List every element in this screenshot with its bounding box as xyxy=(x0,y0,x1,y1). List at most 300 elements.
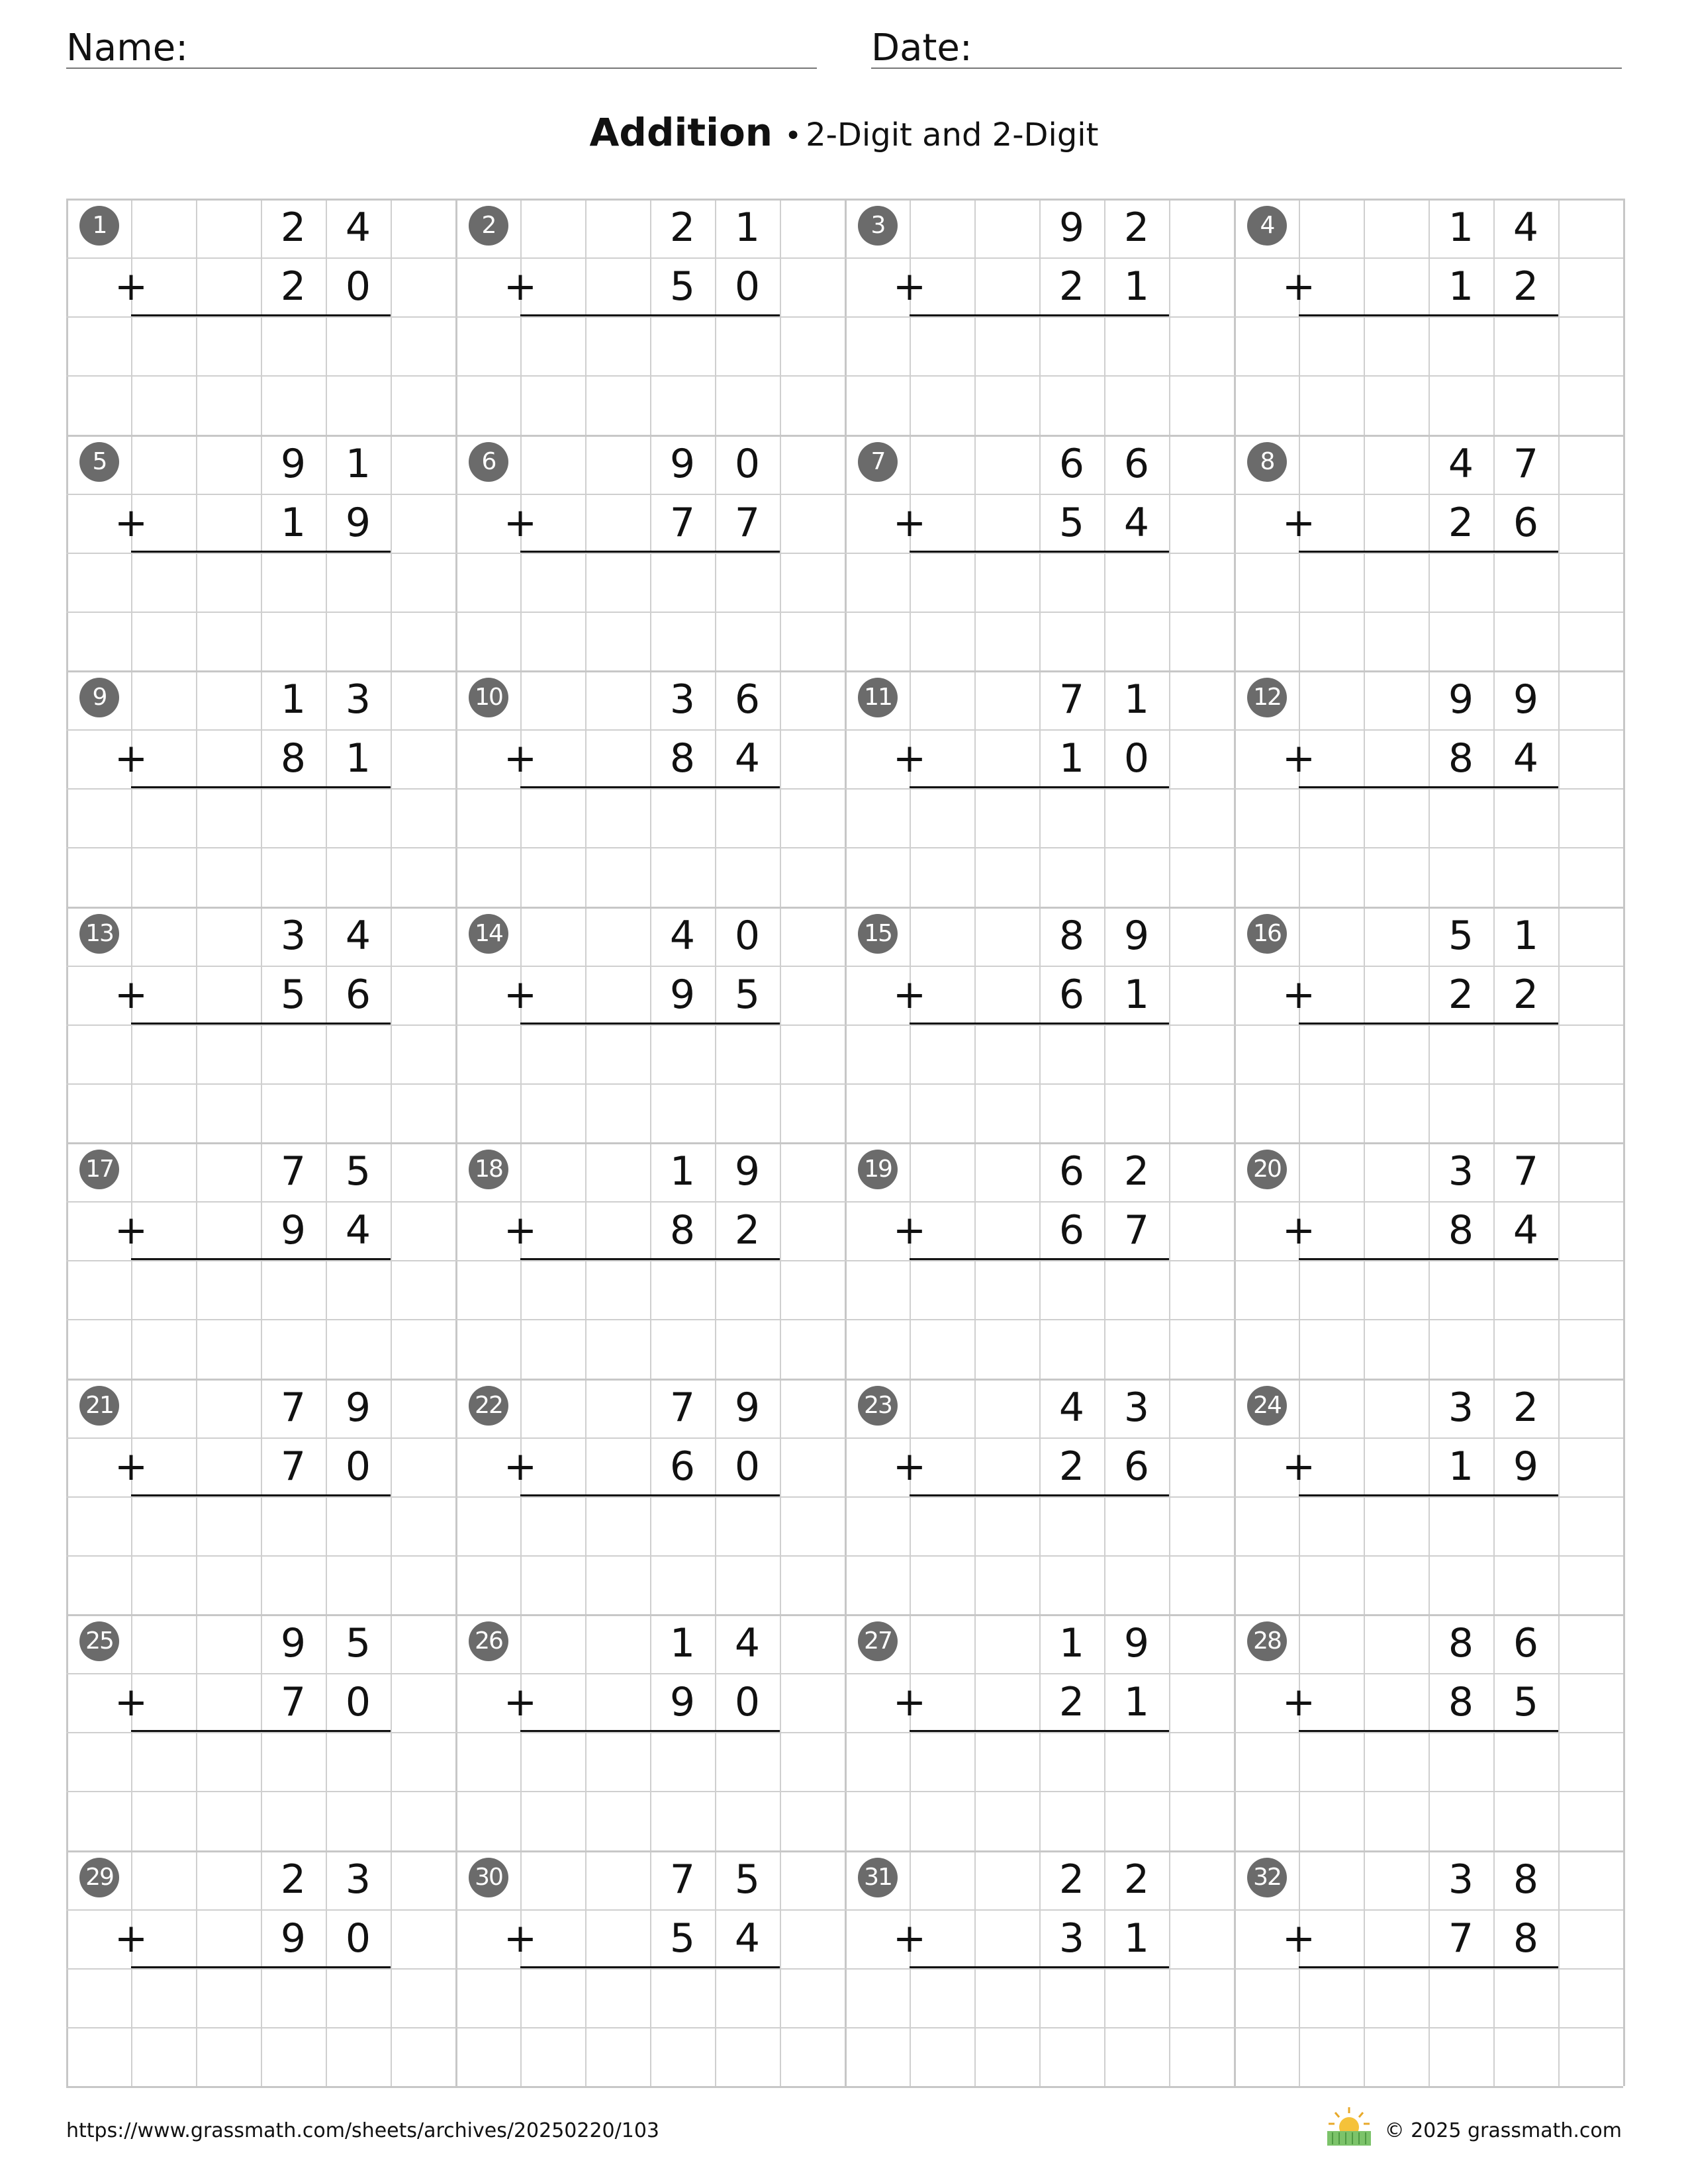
plus-sign: + xyxy=(1282,500,1316,546)
addend-top-tens: 1 xyxy=(669,1620,696,1666)
plus-sign: + xyxy=(1282,735,1316,782)
sum-rule-line xyxy=(520,314,780,316)
addend-top-tens: 3 xyxy=(669,676,696,723)
addend-bottom-ones: 4 xyxy=(734,1915,761,1962)
addend-top-ones: 1 xyxy=(734,205,761,251)
addend-bottom-ones: 0 xyxy=(345,1915,371,1962)
sum-rule-line xyxy=(520,1494,780,1496)
addend-bottom-ones: 2 xyxy=(1513,972,1539,1018)
problem-30 xyxy=(455,1850,845,2086)
addend-top-tens: 6 xyxy=(1058,1148,1085,1195)
addend-top-tens: 2 xyxy=(280,205,306,251)
problem-28 xyxy=(1234,1614,1623,1850)
name-label: Name: xyxy=(66,26,189,69)
addend-bottom-tens: 3 xyxy=(1058,1915,1085,1962)
problem-27 xyxy=(845,1614,1234,1850)
problem-9 xyxy=(66,670,455,906)
addend-top-tens: 1 xyxy=(280,676,306,723)
problem-number-badge: 26 xyxy=(469,1621,508,1661)
plus-sign: + xyxy=(892,500,927,546)
addend-top-ones: 2 xyxy=(1123,1856,1150,1903)
addend-bottom-tens: 2 xyxy=(1448,500,1474,546)
addend-top-ones: 2 xyxy=(1123,205,1150,251)
addend-top-ones: 4 xyxy=(1513,205,1539,251)
problem-23 xyxy=(845,1379,1234,1614)
problem-number-badge: 29 xyxy=(79,1858,119,1897)
addend-top-tens: 6 xyxy=(1058,441,1085,487)
addend-bottom-ones: 2 xyxy=(1513,263,1539,310)
plus-sign: + xyxy=(892,735,927,782)
grid-line-horizontal xyxy=(66,2086,1623,2088)
plus-sign: + xyxy=(114,972,148,1018)
problem-number-badge: 12 xyxy=(1247,678,1287,717)
problem-number-badge: 30 xyxy=(469,1858,508,1897)
addend-top-ones: 9 xyxy=(1513,676,1539,723)
addend-top-ones: 5 xyxy=(345,1148,371,1195)
answer-area[interactable] xyxy=(1299,790,1558,902)
problem-number-badge: 1 xyxy=(79,206,119,246)
addend-top-tens: 9 xyxy=(280,441,306,487)
problem-10 xyxy=(455,670,845,906)
addend-bottom-tens: 8 xyxy=(1448,1207,1474,1253)
addend-top-tens: 4 xyxy=(1448,441,1474,487)
addend-top-ones: 0 xyxy=(734,441,761,487)
problem-number-badge: 11 xyxy=(858,678,898,717)
addend-top-ones: 0 xyxy=(734,913,761,959)
addend-top-ones: 8 xyxy=(1513,1856,1539,1903)
problem-14 xyxy=(455,907,845,1142)
addend-bottom-ones: 0 xyxy=(734,1679,761,1725)
answer-area[interactable] xyxy=(131,790,391,902)
plus-sign: + xyxy=(114,1443,148,1490)
sum-rule-line xyxy=(910,314,1169,316)
addend-top-tens: 2 xyxy=(1058,1856,1085,1903)
problem-number-badge: 31 xyxy=(858,1858,898,1897)
addend-bottom-tens: 5 xyxy=(669,263,696,310)
addend-top-tens: 9 xyxy=(280,1620,306,1666)
addend-bottom-tens: 2 xyxy=(1058,1679,1085,1725)
addend-top-tens: 1 xyxy=(1448,205,1474,251)
addend-top-tens: 2 xyxy=(669,205,696,251)
addend-bottom-tens: 9 xyxy=(669,1679,696,1725)
problem-number-badge: 28 xyxy=(1247,1621,1287,1661)
addend-top-ones: 7 xyxy=(1513,1148,1539,1195)
problem-32 xyxy=(1234,1850,1623,2086)
addend-top-tens: 9 xyxy=(1448,676,1474,723)
addend-bottom-tens: 7 xyxy=(280,1679,306,1725)
problem-number-badge: 4 xyxy=(1247,206,1287,246)
addend-bottom-ones: 0 xyxy=(734,263,761,310)
addend-top-ones: 9 xyxy=(734,1148,761,1195)
sum-rule-line xyxy=(520,1023,780,1024)
addend-top-tens: 1 xyxy=(1058,1620,1085,1666)
footer-url: https://www.grassmath.com/sheets/archives/20250220/103 xyxy=(66,2119,660,2142)
grid-line-vertical xyxy=(1623,199,1625,2086)
problem-number-badge: 23 xyxy=(858,1386,898,1426)
sum-rule-line xyxy=(1299,1730,1558,1732)
answer-area[interactable] xyxy=(520,1026,780,1138)
addend-bottom-tens: 6 xyxy=(1058,972,1085,1018)
addend-bottom-ones: 0 xyxy=(345,1679,371,1725)
addend-bottom-tens: 6 xyxy=(669,1443,696,1490)
problem-number-badge: 27 xyxy=(858,1621,898,1661)
date-line[interactable] xyxy=(871,68,1622,69)
addend-bottom-tens: 8 xyxy=(669,735,696,782)
answer-area[interactable] xyxy=(910,1026,1169,1138)
addend-bottom-tens: 2 xyxy=(1058,1443,1085,1490)
addend-bottom-tens: 2 xyxy=(280,263,306,310)
sum-rule-line xyxy=(520,1730,780,1732)
addend-top-tens: 4 xyxy=(1058,1385,1085,1431)
answer-area[interactable] xyxy=(131,1261,391,1374)
addend-bottom-ones: 1 xyxy=(1123,972,1150,1018)
addend-bottom-tens: 2 xyxy=(1448,972,1474,1018)
addend-top-ones: 5 xyxy=(345,1620,371,1666)
title-main: Addition xyxy=(589,110,773,155)
problem-29 xyxy=(66,1850,455,2086)
problem-24 xyxy=(1234,1379,1623,1614)
addend-top-tens: 9 xyxy=(1058,205,1085,251)
addend-bottom-ones: 9 xyxy=(1513,1443,1539,1490)
plus-sign: + xyxy=(503,263,538,310)
answer-area[interactable] xyxy=(520,554,780,666)
addend-bottom-ones: 1 xyxy=(1123,1679,1150,1725)
problem-number-badge: 22 xyxy=(469,1386,508,1426)
answer-area[interactable] xyxy=(131,554,391,666)
sum-rule-line xyxy=(1299,1494,1558,1496)
sum-rule-line xyxy=(1299,786,1558,788)
plus-sign: + xyxy=(892,1443,927,1490)
plus-sign: + xyxy=(503,972,538,1018)
problem-19 xyxy=(845,1142,1234,1378)
addend-top-tens: 5 xyxy=(1448,913,1474,959)
problem-number-badge: 8 xyxy=(1247,442,1287,482)
plus-sign: + xyxy=(114,735,148,782)
sum-rule-line xyxy=(1299,1966,1558,1968)
addend-bottom-ones: 4 xyxy=(1513,735,1539,782)
problem-number-badge: 9 xyxy=(79,678,119,717)
problem-16 xyxy=(1234,907,1623,1142)
addend-bottom-tens: 8 xyxy=(669,1207,696,1253)
plus-sign: + xyxy=(503,1915,538,1962)
plus-sign: + xyxy=(892,1207,927,1253)
addend-bottom-ones: 4 xyxy=(1513,1207,1539,1253)
problem-31 xyxy=(845,1850,1234,2086)
addend-bottom-tens: 8 xyxy=(280,735,306,782)
addend-bottom-ones: 5 xyxy=(734,972,761,1018)
addend-bottom-ones: 0 xyxy=(1123,735,1150,782)
sum-rule-line xyxy=(910,1494,1169,1496)
plus-sign: + xyxy=(1282,1443,1316,1490)
sum-rule-line xyxy=(131,1258,391,1260)
addend-top-ones: 1 xyxy=(345,441,371,487)
addend-bottom-ones: 1 xyxy=(345,735,371,782)
addend-bottom-ones: 6 xyxy=(1123,1443,1150,1490)
addend-top-ones: 1 xyxy=(1123,676,1150,723)
problem-number-badge: 5 xyxy=(79,442,119,482)
addend-bottom-tens: 7 xyxy=(280,1443,306,1490)
addend-top-ones: 4 xyxy=(734,1620,761,1666)
addend-bottom-ones: 0 xyxy=(345,263,371,310)
answer-area[interactable] xyxy=(910,554,1169,666)
problem-number-badge: 18 xyxy=(469,1150,508,1189)
answer-area[interactable] xyxy=(520,318,780,430)
problem-26 xyxy=(455,1614,845,1850)
sum-rule-line xyxy=(910,1258,1169,1260)
problem-20 xyxy=(1234,1142,1623,1378)
addend-bottom-ones: 0 xyxy=(345,1443,371,1490)
addend-bottom-ones: 7 xyxy=(1123,1207,1150,1253)
problem-7 xyxy=(845,435,1234,670)
problem-21 xyxy=(66,1379,455,1614)
plus-sign: + xyxy=(503,1443,538,1490)
addend-top-tens: 7 xyxy=(1058,676,1085,723)
problem-number-badge: 10 xyxy=(469,678,508,717)
sum-rule-line xyxy=(131,1494,391,1496)
addend-top-tens: 8 xyxy=(1448,1620,1474,1666)
sum-rule-line xyxy=(1299,551,1558,553)
sum-rule-line xyxy=(910,1023,1169,1024)
addend-bottom-tens: 8 xyxy=(1448,1679,1474,1725)
addend-bottom-ones: 4 xyxy=(345,1207,371,1253)
addend-top-tens: 1 xyxy=(669,1148,696,1195)
addend-top-ones: 6 xyxy=(1123,441,1150,487)
answer-area[interactable] xyxy=(131,1498,391,1610)
plus-sign: + xyxy=(1282,972,1316,1018)
plus-sign: + xyxy=(114,263,148,310)
addend-top-ones: 1 xyxy=(1513,913,1539,959)
answer-area[interactable] xyxy=(1299,1733,1558,1846)
problem-22 xyxy=(455,1379,845,1614)
addend-bottom-ones: 1 xyxy=(1123,1915,1150,1962)
plus-sign: + xyxy=(1282,1915,1316,1962)
addend-top-tens: 7 xyxy=(280,1148,306,1195)
addend-top-ones: 3 xyxy=(345,1856,371,1903)
problem-number-badge: 16 xyxy=(1247,914,1287,954)
answer-area[interactable] xyxy=(520,1970,780,2082)
addend-top-tens: 4 xyxy=(669,913,696,959)
problem-13 xyxy=(66,907,455,1142)
addend-top-tens: 3 xyxy=(1448,1385,1474,1431)
sum-rule-line xyxy=(131,1730,391,1732)
title-bullet: • xyxy=(784,119,802,153)
sum-rule-line xyxy=(520,1966,780,1968)
answer-area[interactable] xyxy=(1299,1970,1558,2082)
sum-rule-line xyxy=(520,786,780,788)
problem-number-badge: 32 xyxy=(1247,1858,1287,1897)
addend-top-ones: 9 xyxy=(345,1385,371,1431)
addend-top-tens: 8 xyxy=(1058,913,1085,959)
problem-number-badge: 6 xyxy=(469,442,508,482)
addend-top-tens: 7 xyxy=(669,1856,696,1903)
answer-area[interactable] xyxy=(520,790,780,902)
problem-number-badge: 13 xyxy=(79,914,119,954)
problem-11 xyxy=(845,670,1234,906)
problem-17 xyxy=(66,1142,455,1378)
sun-over-grass-icon xyxy=(1326,2106,1372,2147)
plus-sign: + xyxy=(1282,1679,1316,1725)
addend-bottom-tens: 1 xyxy=(1448,263,1474,310)
addend-top-ones: 6 xyxy=(734,676,761,723)
problem-3 xyxy=(845,199,1234,434)
problem-number-badge: 2 xyxy=(469,206,508,246)
answer-area[interactable] xyxy=(910,1970,1169,2082)
sum-rule-line xyxy=(1299,1258,1558,1260)
addend-top-ones: 7 xyxy=(1513,441,1539,487)
sum-rule-line xyxy=(520,551,780,553)
plus-sign: + xyxy=(503,500,538,546)
plus-sign: + xyxy=(114,1915,148,1962)
answer-area[interactable] xyxy=(910,318,1169,430)
addend-bottom-ones: 8 xyxy=(1513,1915,1539,1962)
addend-bottom-tens: 5 xyxy=(280,972,306,1018)
addend-top-ones: 9 xyxy=(1123,913,1150,959)
problem-number-badge: 7 xyxy=(858,442,898,482)
addend-bottom-ones: 5 xyxy=(1513,1679,1539,1725)
answer-area[interactable] xyxy=(520,1733,780,1846)
problem-5 xyxy=(66,435,455,670)
plus-sign: + xyxy=(892,1915,927,1962)
plus-sign: + xyxy=(892,1679,927,1725)
addend-bottom-ones: 4 xyxy=(1123,500,1150,546)
addend-bottom-tens: 8 xyxy=(1448,735,1474,782)
addend-top-ones: 2 xyxy=(1123,1148,1150,1195)
problem-number-badge: 3 xyxy=(858,206,898,246)
addend-top-ones: 4 xyxy=(345,205,371,251)
addend-top-ones: 3 xyxy=(1123,1385,1150,1431)
addend-top-tens: 3 xyxy=(1448,1856,1474,1903)
addend-bottom-tens: 5 xyxy=(1058,500,1085,546)
addend-bottom-tens: 6 xyxy=(1058,1207,1085,1253)
addend-bottom-tens: 9 xyxy=(669,972,696,1018)
name-line[interactable] xyxy=(66,68,817,69)
addend-bottom-tens: 5 xyxy=(669,1915,696,1962)
problem-number-badge: 21 xyxy=(79,1386,119,1426)
problem-2 xyxy=(455,199,845,434)
answer-area[interactable] xyxy=(131,1970,391,2082)
sum-rule-line xyxy=(131,1966,391,1968)
answer-area[interactable] xyxy=(1299,1261,1558,1374)
plus-sign: + xyxy=(503,735,538,782)
answer-area[interactable] xyxy=(910,1498,1169,1610)
answer-area[interactable] xyxy=(910,790,1169,902)
addend-bottom-ones: 2 xyxy=(734,1207,761,1253)
plus-sign: + xyxy=(114,500,148,546)
plus-sign: + xyxy=(114,1679,148,1725)
problem-25 xyxy=(66,1614,455,1850)
footer-copyright: © 2025 grassmath.com xyxy=(1384,2119,1622,2142)
addend-top-ones: 3 xyxy=(345,676,371,723)
addend-bottom-ones: 6 xyxy=(345,972,371,1018)
problem-number-badge: 24 xyxy=(1247,1386,1287,1426)
answer-area[interactable] xyxy=(1299,1026,1558,1138)
answer-area[interactable] xyxy=(131,318,391,430)
addend-top-ones: 4 xyxy=(345,913,371,959)
plus-sign: + xyxy=(892,972,927,1018)
addend-top-tens: 7 xyxy=(669,1385,696,1431)
addend-top-tens: 2 xyxy=(280,1856,306,1903)
problem-18 xyxy=(455,1142,845,1378)
answer-area[interactable] xyxy=(520,1498,780,1610)
plus-sign: + xyxy=(1282,263,1316,310)
date-label: Date: xyxy=(871,26,972,69)
answer-area[interactable] xyxy=(520,1261,780,1374)
problem-number-badge: 25 xyxy=(79,1621,119,1661)
addend-top-ones: 9 xyxy=(734,1385,761,1431)
addend-top-ones: 6 xyxy=(1513,1620,1539,1666)
problem-6 xyxy=(455,435,845,670)
sum-rule-line xyxy=(520,1258,780,1260)
problem-4 xyxy=(1234,199,1623,434)
sum-rule-line xyxy=(1299,1023,1558,1024)
addend-bottom-tens: 9 xyxy=(280,1915,306,1962)
plus-sign: + xyxy=(503,1207,538,1253)
answer-area[interactable] xyxy=(910,1261,1169,1374)
problem-number-badge: 17 xyxy=(79,1150,119,1189)
sum-rule-line xyxy=(910,1966,1169,1968)
answer-area[interactable] xyxy=(1299,318,1558,430)
sum-rule-line xyxy=(131,786,391,788)
answer-area[interactable] xyxy=(131,1733,391,1846)
answer-area[interactable] xyxy=(1299,1498,1558,1610)
problem-number-badge: 20 xyxy=(1247,1150,1287,1189)
addend-top-ones: 9 xyxy=(1123,1620,1150,1666)
sum-rule-line xyxy=(131,314,391,316)
problem-number-badge: 14 xyxy=(469,914,508,954)
addend-top-tens: 3 xyxy=(1448,1148,1474,1195)
addend-top-tens: 3 xyxy=(280,913,306,959)
addend-bottom-tens: 7 xyxy=(669,500,696,546)
title-subtitle: 2-Digit and 2-Digit xyxy=(806,116,1099,154)
problem-grid xyxy=(66,199,1623,2086)
addend-bottom-ones: 6 xyxy=(1513,500,1539,546)
problem-8 xyxy=(1234,435,1623,670)
sum-rule-line xyxy=(910,551,1169,553)
answer-area[interactable] xyxy=(1299,554,1558,666)
plus-sign: + xyxy=(114,1207,148,1253)
sum-rule-line xyxy=(1299,314,1558,316)
plus-sign: + xyxy=(503,1679,538,1725)
problem-12 xyxy=(1234,670,1623,906)
sum-rule-line xyxy=(910,786,1169,788)
addend-bottom-ones: 9 xyxy=(345,500,371,546)
addend-top-tens: 9 xyxy=(669,441,696,487)
plus-sign: + xyxy=(1282,1207,1316,1253)
addend-bottom-tens: 2 xyxy=(1058,263,1085,310)
addend-bottom-tens: 1 xyxy=(280,500,306,546)
addend-bottom-tens: 1 xyxy=(1448,1443,1474,1490)
addend-bottom-ones: 4 xyxy=(734,735,761,782)
problem-number-badge: 19 xyxy=(858,1150,898,1189)
problem-1 xyxy=(66,199,455,434)
addend-bottom-ones: 7 xyxy=(734,500,761,546)
addend-top-ones: 5 xyxy=(734,1856,761,1903)
addend-bottom-tens: 7 xyxy=(1448,1915,1474,1962)
sum-rule-line xyxy=(910,1730,1169,1732)
plus-sign: + xyxy=(892,263,927,310)
addend-top-tens: 7 xyxy=(280,1385,306,1431)
worksheet-title xyxy=(0,106,1688,169)
sum-rule-line xyxy=(131,1023,391,1024)
addend-bottom-ones: 0 xyxy=(734,1443,761,1490)
addend-bottom-tens: 9 xyxy=(280,1207,306,1253)
sum-rule-line xyxy=(131,551,391,553)
problem-15 xyxy=(845,907,1234,1142)
answer-area[interactable] xyxy=(910,1733,1169,1846)
answer-area[interactable] xyxy=(131,1026,391,1138)
problem-number-badge: 15 xyxy=(858,914,898,954)
addend-bottom-ones: 1 xyxy=(1123,263,1150,310)
